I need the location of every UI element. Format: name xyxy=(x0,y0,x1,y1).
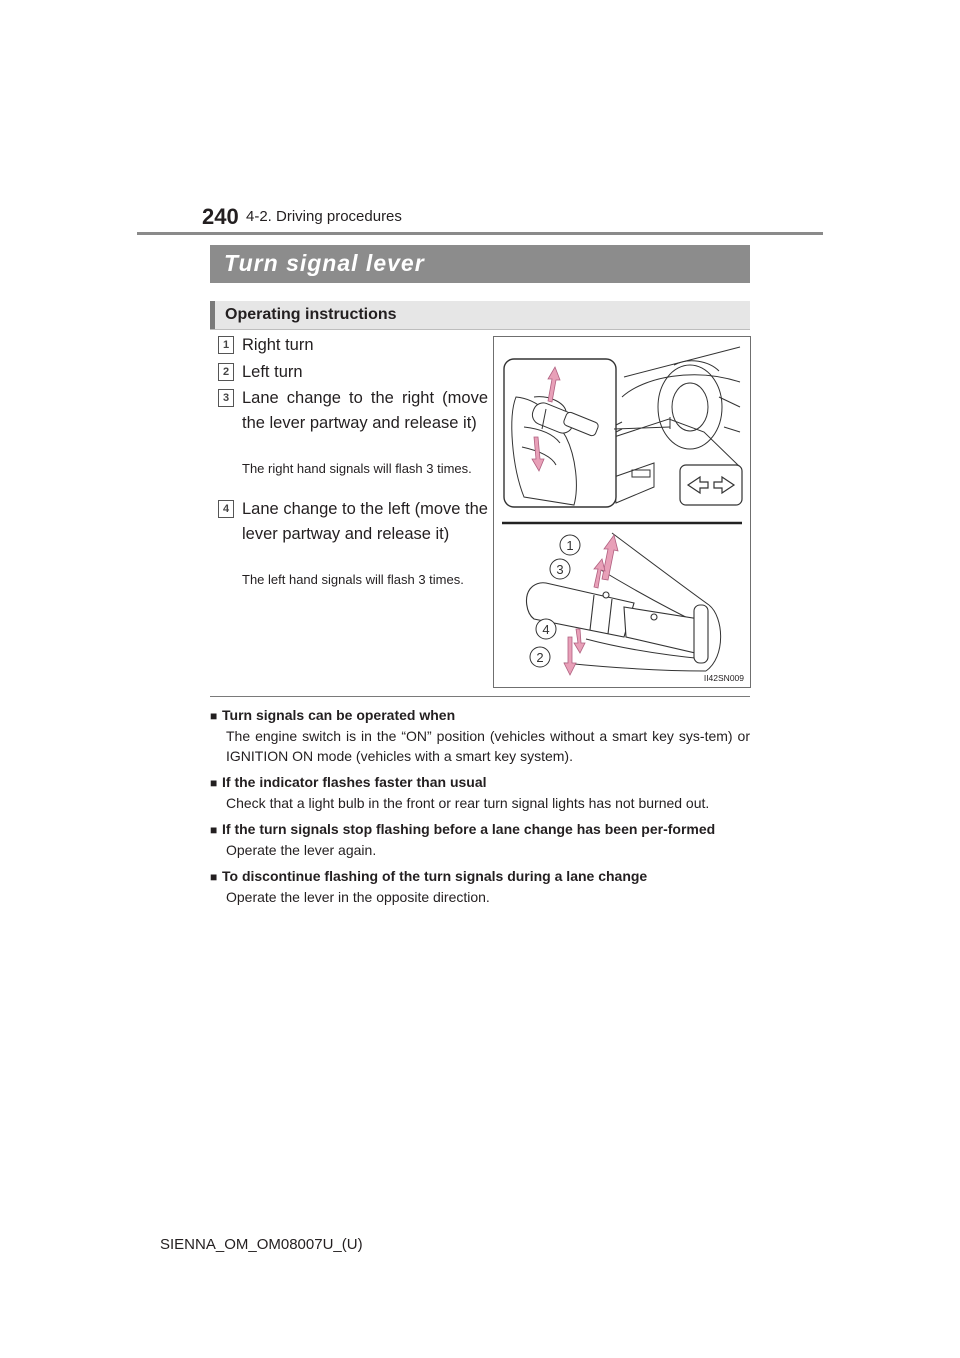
step-number: 3 xyxy=(218,389,234,407)
header-divider xyxy=(137,232,823,235)
note-body: The engine switch is in the “ON” position (vehicles without a smart key sys-tem) or IGNITION ON mode (vehicles with a smart key system). xyxy=(226,728,750,764)
subheading-bar xyxy=(210,301,750,330)
step-number: 1 xyxy=(218,336,234,354)
title-bar xyxy=(210,245,750,283)
callout-label: 4 xyxy=(542,622,550,637)
note-heading: Turn signals can be operated when xyxy=(222,707,456,723)
step-number: 4 xyxy=(218,500,234,518)
note-item xyxy=(210,705,750,766)
bullet-icon: ■ xyxy=(210,823,218,837)
figure-code: II42SN009 xyxy=(703,673,744,683)
footer-code: SIENNA_OM_OM08007U_(U) xyxy=(160,1236,363,1253)
bullet-icon: ■ xyxy=(210,870,218,884)
callout-label: 2 xyxy=(536,650,544,665)
section-title: 4-2. Driving procedures xyxy=(246,208,402,225)
notes-divider xyxy=(210,696,750,697)
note-item xyxy=(210,866,750,907)
note-item xyxy=(210,772,750,813)
turn-indicator-box xyxy=(680,465,742,505)
callout-label: 1 xyxy=(566,538,574,553)
step-number: 2 xyxy=(218,363,234,381)
step-text: Right turn xyxy=(242,336,314,354)
bullet-icon: ■ xyxy=(210,709,218,723)
turn-signal-illustration xyxy=(493,336,751,688)
note-heading: If the indicator flashes faster than usual xyxy=(222,774,487,790)
notes-section xyxy=(210,705,750,913)
note-item xyxy=(210,819,750,860)
note-heading: To discontinue flashing of the turn signals during a lane change xyxy=(222,868,648,884)
illustration-svg xyxy=(494,337,750,687)
note-body: Operate the lever in the opposite direction. xyxy=(226,889,490,905)
subheading-accent xyxy=(210,301,215,329)
page-title: Turn signal lever xyxy=(224,250,425,276)
page-number: 240 xyxy=(202,204,239,229)
note-heading: If the turn signals stop flashing before a lane change has been per-formed xyxy=(222,821,716,837)
note-body: Check that a light bulb in the front or rear turn signal lights has not burned out. xyxy=(226,795,710,811)
position-1-arrow-icon xyxy=(602,535,618,580)
callout-label: 3 xyxy=(556,562,564,577)
step-text: Left turn xyxy=(242,363,303,381)
step-note: The left hand signals will flash 3 times. xyxy=(242,572,464,587)
step-note: The right hand signals will flash 3 times. xyxy=(242,461,472,476)
subheading: Operating instructions xyxy=(225,306,397,323)
position-4-arrow-icon xyxy=(574,629,585,653)
step-text: Lane change to the right (move the lever partway and release it) xyxy=(242,389,488,432)
bullet-icon: ■ xyxy=(210,776,218,790)
step-text: Lane change to the left (move the lever partway and release it) xyxy=(242,500,488,543)
note-body: Operate the lever again. xyxy=(226,842,377,858)
